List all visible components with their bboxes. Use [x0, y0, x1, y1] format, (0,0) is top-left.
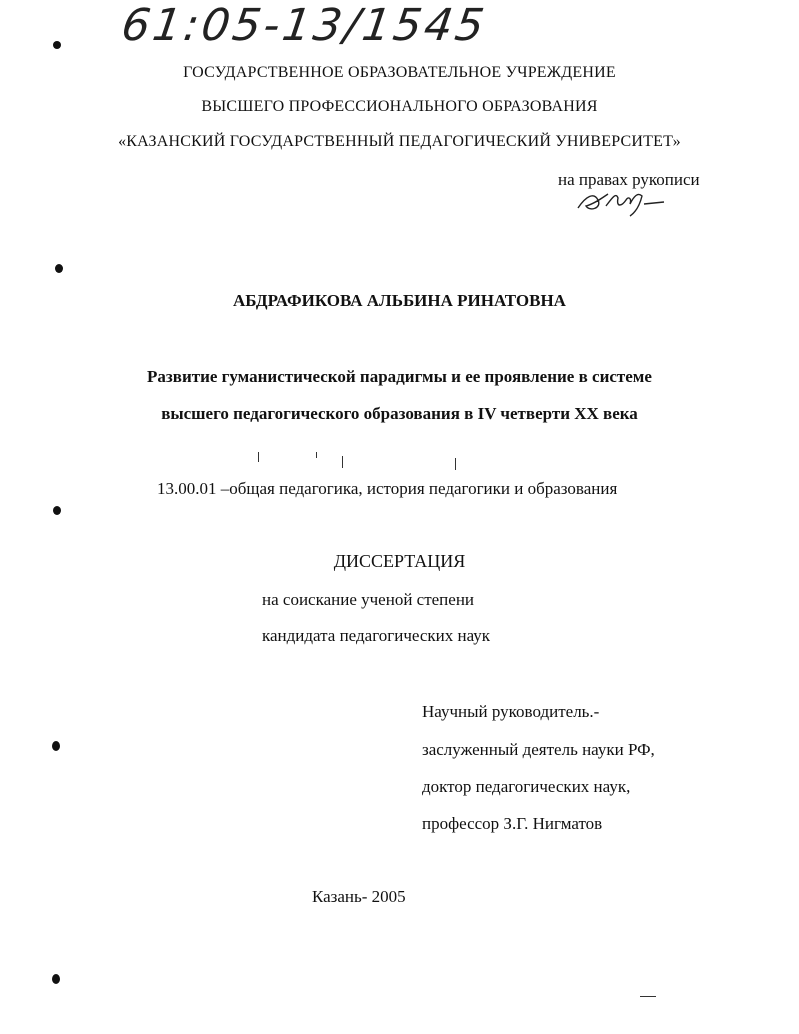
scan-mark — [455, 458, 456, 470]
binding-hole — [52, 974, 60, 984]
institution-line-1: ГОСУДАРСТВЕННОЕ ОБРАЗОВАТЕЛЬНОЕ УЧРЕЖДЕНИЕ — [183, 64, 616, 81]
document-type: ДИССЕРТАЦИЯ — [333, 551, 466, 571]
title-line-1: Развитие гуманистической парадигмы и ее проявление в системе — [147, 367, 652, 386]
degree-purpose-line-1: на соискание ученой степени — [262, 590, 475, 609]
degree-purpose-line-2: кандидата педагогических наук — [262, 626, 491, 645]
binding-hole — [53, 506, 61, 515]
advisor-title-2: доктор педагогических наук, — [422, 777, 631, 796]
binding-hole — [52, 741, 60, 751]
institution-line-3: «КАЗАНСКИЙ ГОСУДАРСТВЕННЫЙ ПЕДАГОГИЧЕСКИЙ УНИВЕРСИТЕТ» — [118, 133, 681, 150]
institution-line-2: ВЫСШЕГО ПРОФЕССИОНАЛЬНОГО ОБРАЗОВАНИЯ — [201, 98, 598, 115]
advisor-label: Научный руководитель.- — [422, 702, 600, 721]
title-line-2: высшего педагогического образования в IV четверти XX века — [161, 404, 638, 423]
city-year: Казань- 2005 — [312, 887, 406, 906]
catalog-stamp: 61:05-13/1545 — [118, 0, 491, 51]
binding-hole — [55, 264, 63, 273]
manuscript-note: на правах рукописи — [558, 170, 700, 189]
advisor-name: профессор З.Г. Нигматов — [422, 814, 603, 833]
scan-mark — [640, 996, 656, 997]
binding-hole — [53, 41, 61, 49]
signature — [572, 186, 672, 222]
advisor-title-1: заслуженный деятель науки РФ, — [422, 740, 655, 759]
scan-mark — [342, 456, 343, 468]
specialty-code: 13.00.01 –общая педагогика, история педагогики и образования — [157, 479, 618, 498]
scan-mark — [316, 452, 317, 458]
author-name: АБДРАФИКОВА АЛЬБИНА РИНАТОВНА — [233, 291, 566, 310]
scan-mark — [258, 452, 259, 462]
